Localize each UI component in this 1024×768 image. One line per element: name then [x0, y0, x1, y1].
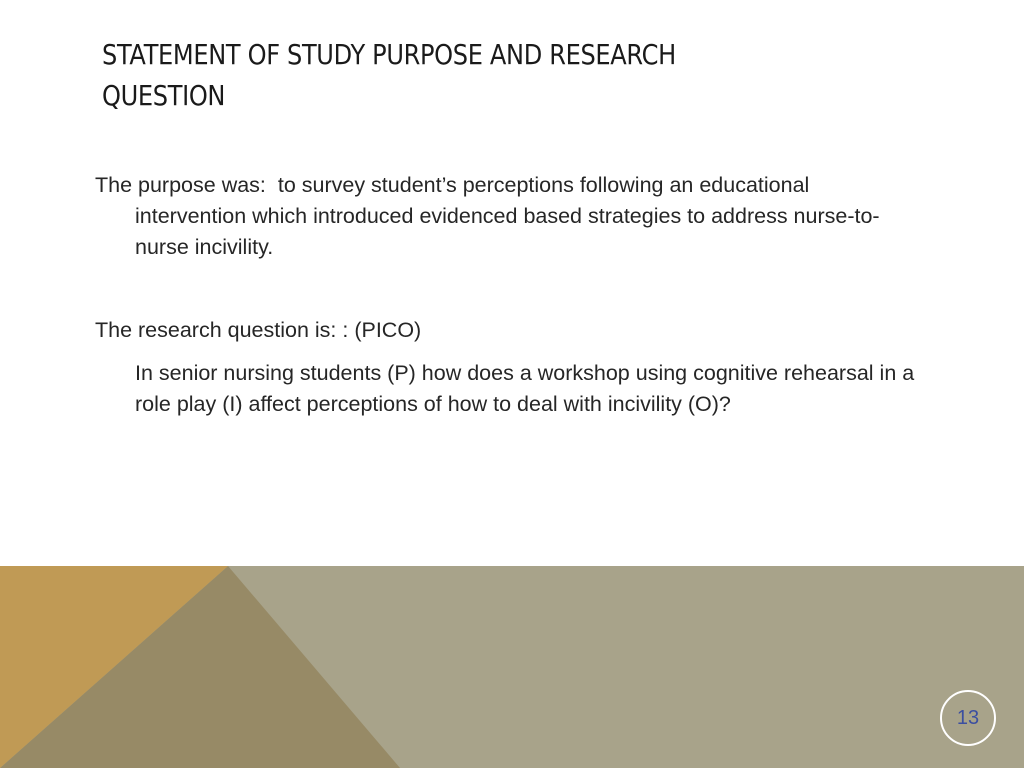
purpose-paragraph — [95, 170, 925, 263]
research-question-label: The research question is: : (PICO) — [95, 318, 422, 342]
purpose-text: to survey student’s perceptions following an educational intervention which introduced evidenced based strategies to address nurse-to-nurse incivility. — [135, 173, 880, 259]
research-question-text: In senior nursing students (P) how does a workshop using cognitive rehearsal in a role play (I) affect perceptions of how to deal with incivility (O)? — [135, 361, 915, 416]
page-number: 13 — [956, 706, 980, 729]
footer-decoration — [0, 566, 1024, 768]
slide-title: STATEMENT OF STUDY PURPOSE AND RESEARCH QUESTION — [102, 38, 676, 112]
purpose-label: The purpose was: — [95, 173, 266, 197]
spacer — [95, 263, 925, 315]
slide-body — [95, 170, 925, 420]
page-number-badge — [940, 690, 996, 746]
